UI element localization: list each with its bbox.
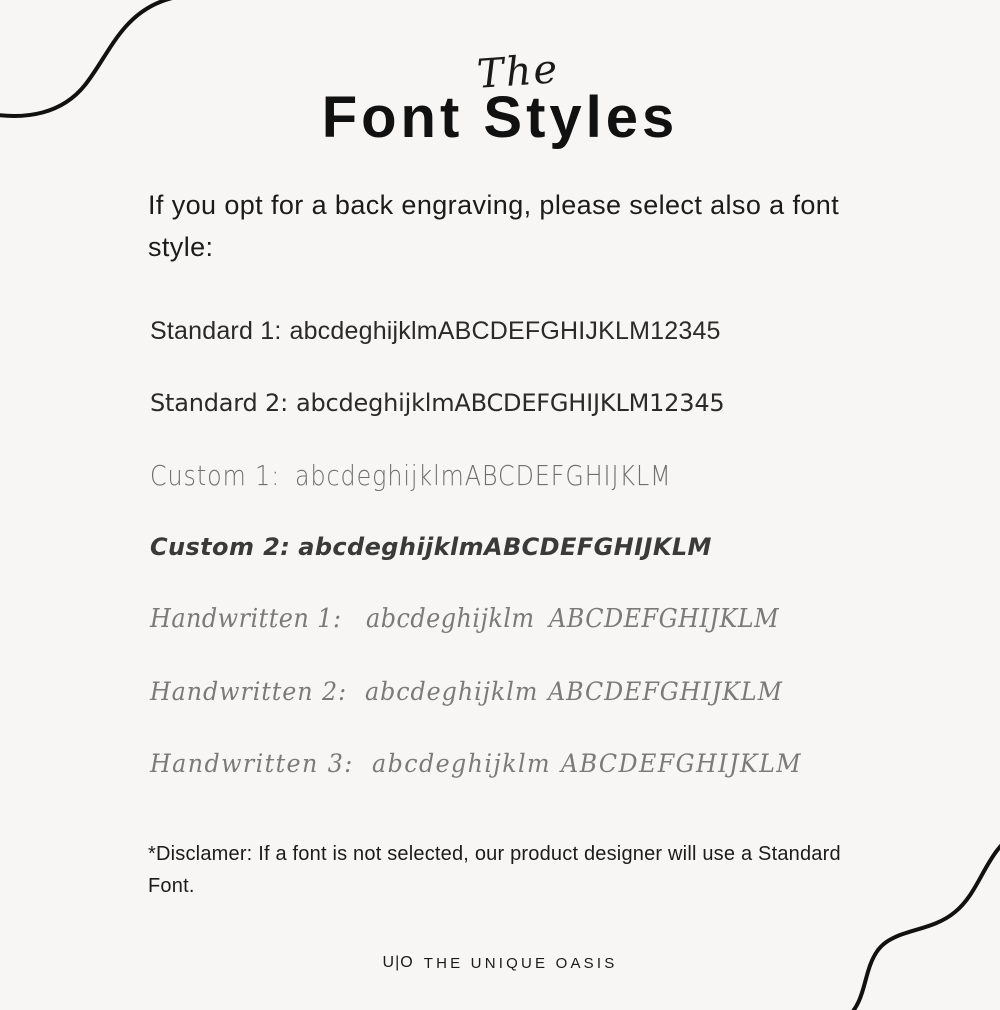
- font-sample-label: Custom 2:: [150, 533, 291, 561]
- font-sample-specimen-lowercase: abcdeghijklm: [372, 748, 552, 778]
- font-sample-label: Handwritten 1:: [150, 604, 342, 634]
- font-sample-handwritten-1[interactable]: [150, 583, 910, 655]
- font-sample-handwritten-2[interactable]: [150, 655, 910, 727]
- font-sample-specimen: abcdeghijklmABCDEFGHIJKLM: [295, 458, 672, 492]
- font-sample-list: [150, 295, 910, 799]
- font-sample-label: Custom 1:: [150, 458, 281, 492]
- title-script-word: The: [475, 46, 561, 98]
- font-sample-standard-2[interactable]: [150, 367, 910, 439]
- footer: [0, 954, 1000, 972]
- font-sample-label: Handwritten 3:: [150, 748, 354, 778]
- font-sample-custom-1[interactable]: [150, 439, 910, 511]
- page-title: Font Styles: [321, 85, 679, 150]
- font-sample-specimen-uppercase: ABCDEFGHIJKLM: [560, 748, 802, 778]
- intro-text: If you opt for a back engraving, please select also a font style:: [148, 190, 840, 262]
- font-sample-specimen: abcdeghijklmABCDEFGHIJKLM: [298, 533, 712, 561]
- disclaimer-text: *Disclamer: If a font is not selected, our product designer will use a Standard Font.: [148, 843, 841, 897]
- font-sample-specimen-uppercase: ABCDEFGHIJKLM: [547, 676, 783, 706]
- font-sample-specimen-lowercase: abcdeghijklm: [365, 676, 539, 706]
- font-sample-label: Standard 2:: [150, 389, 288, 417]
- font-sample-handwritten-3[interactable]: [150, 727, 910, 799]
- title-block: [0, 40, 1000, 149]
- brand-logo-mark: U|O: [382, 954, 414, 971]
- font-sample-label: Standard 1:: [150, 316, 282, 345]
- font-sample-specimen-uppercase: ABCDEFGHIJKLM: [549, 604, 780, 634]
- font-sample-specimen: abcdeghijklmABCDEFGHIJKLM12345: [289, 316, 721, 345]
- font-sample-custom-2[interactable]: [150, 511, 910, 583]
- font-sample-label: Handwritten 2:: [150, 676, 348, 706]
- font-sample-specimen: abcdeghijklmABCDEFGHIJKLM12345: [295, 389, 725, 417]
- font-sample-standard-1[interactable]: [150, 295, 910, 367]
- font-sample-specimen-lowercase: abcdeghijklm: [366, 604, 535, 634]
- brand-name: THE UNIQUE OASIS: [423, 954, 618, 972]
